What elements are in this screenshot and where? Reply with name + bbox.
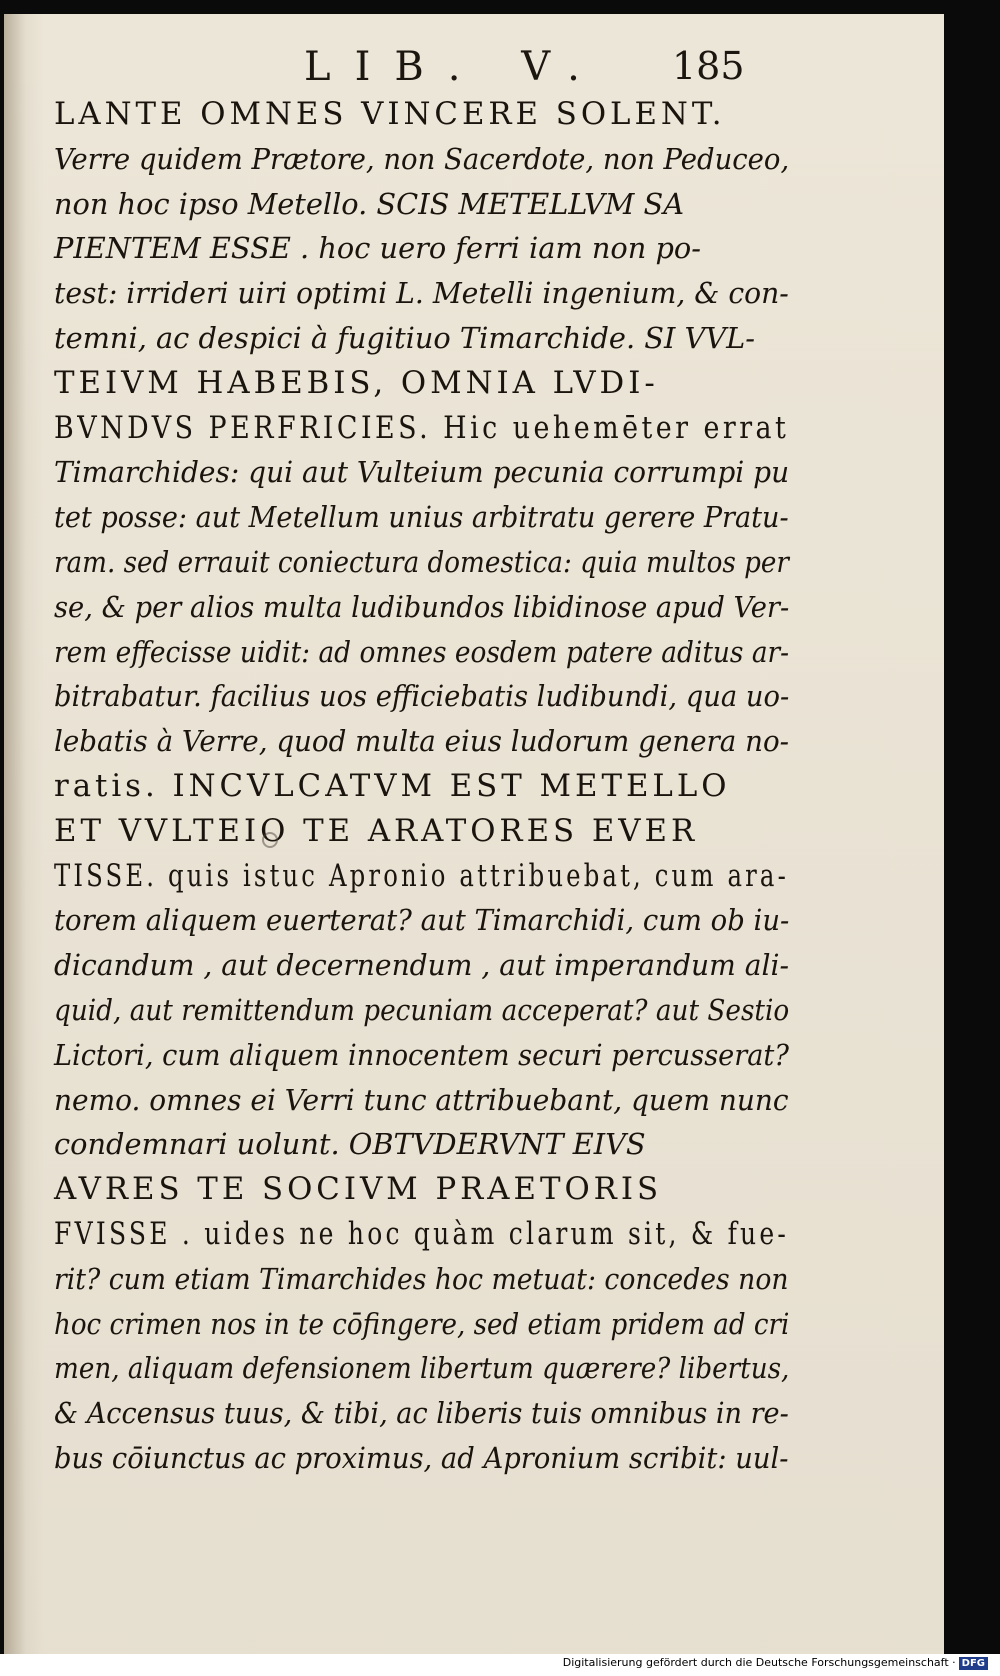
text-line: TISSE. quis istuc Apronio attribuebat, cum ara- [54,857,789,894]
text-line: Verre quidem Prætore, non Sacerdote, non Peduceo, [54,141,790,176]
text-line: ratis. INCVLCATVM EST METELLO [54,767,731,804]
text-line: bitrabatur. facilius uos efficiebatis ludibundi, qua uo- [54,679,790,714]
running-title: LIB. V. [304,44,604,90]
text-line: LANTE OMNES VINCERE SOLENT. [54,96,726,132]
text-line: temni, ac despici à fugitiuo Timarchide. SI VVL- [54,320,755,355]
text-line: condemnari uolunt. OBTVDERVNT EIVS [54,1127,646,1162]
text-line: Lictori, cum aliquem innocentem securi percusserat? [54,1037,789,1072]
body-text [54,92,794,1481]
footer-bar [0,1654,1000,1676]
credit-text: Digitalisierung gefördert durch die Deutsche Forschungsgemeinschaft · [562,1656,956,1669]
text-line: quid, aut remittendum pecuniam acceperat? aut Sestio [54,992,790,1027]
text-line: rit? cum etiam Timarchides hoc metuat: concedes non [54,1261,789,1296]
page-number: 185 [672,44,745,88]
text-line: rem effecisse uidit: ad omnes eosdem patere aditus ar- [54,634,790,669]
text-line: torem aliquem euerterat? aut Timarchidi, cum ob iu- [54,903,790,938]
text-line: TEIVM HABEBIS, OMNIA LVDI- [54,364,659,401]
text-line: se, & per alios multa ludibundos libidinose apud Ver- [54,589,790,624]
text-line: test: irrideri uiri optimi L. Metelli ingenium, & con- [54,276,789,311]
text-line: AVRES TE SOCIVM PRAETORIS [54,1171,663,1208]
text-line: Timarchides: qui aut Vulteium pecunia corrumpi pu [54,455,790,490]
text-line: FVISSE . uides ne hoc quàm clarum sit, & fue- [54,1215,790,1252]
text-line: hoc crimen nos in te cōfingere, sed etiam pridem ad cri [54,1306,790,1341]
text-line: BVNDVS PERFRICIES. Hic uehemēter errat [54,409,790,446]
text-line: men, aliquam defensionem libertum quærere? libertus, [54,1351,790,1386]
dfg-logo-icon: DFG [959,1657,988,1670]
ink-blot-mark [262,832,278,848]
text-line: & Accensus tuus, & tibi, ac liberis tuis omnibus in re- [54,1396,789,1431]
text-line: PIENTEM ESSE . hoc uero ferri iam non po- [54,231,701,266]
text-line: ram. sed errauit coniectura domestica: quia multos per [54,544,789,579]
text-line: lebatis à Verre, quod multa eius ludorum genera no- [54,724,790,759]
text-line: ET VVLTEIO TE ARATORES EVER [54,812,699,849]
text-line: non hoc ipso Metello. SCIS METELLVM SA [54,186,685,221]
text-line: nemo. omnes ei Verri tunc attribuebant, quem nunc [54,1082,789,1117]
text-line: tet posse: aut Metellum unius arbitratu gerere Pratu- [54,500,789,535]
text-line: dicandum , aut decernendum , aut imperandum ali- [54,948,789,983]
book-page [4,14,944,1654]
digitization-credit [563,1656,988,1670]
text-line: bus cōiunctus ac proximus, ad Apronium scribit: uul- [54,1440,789,1475]
